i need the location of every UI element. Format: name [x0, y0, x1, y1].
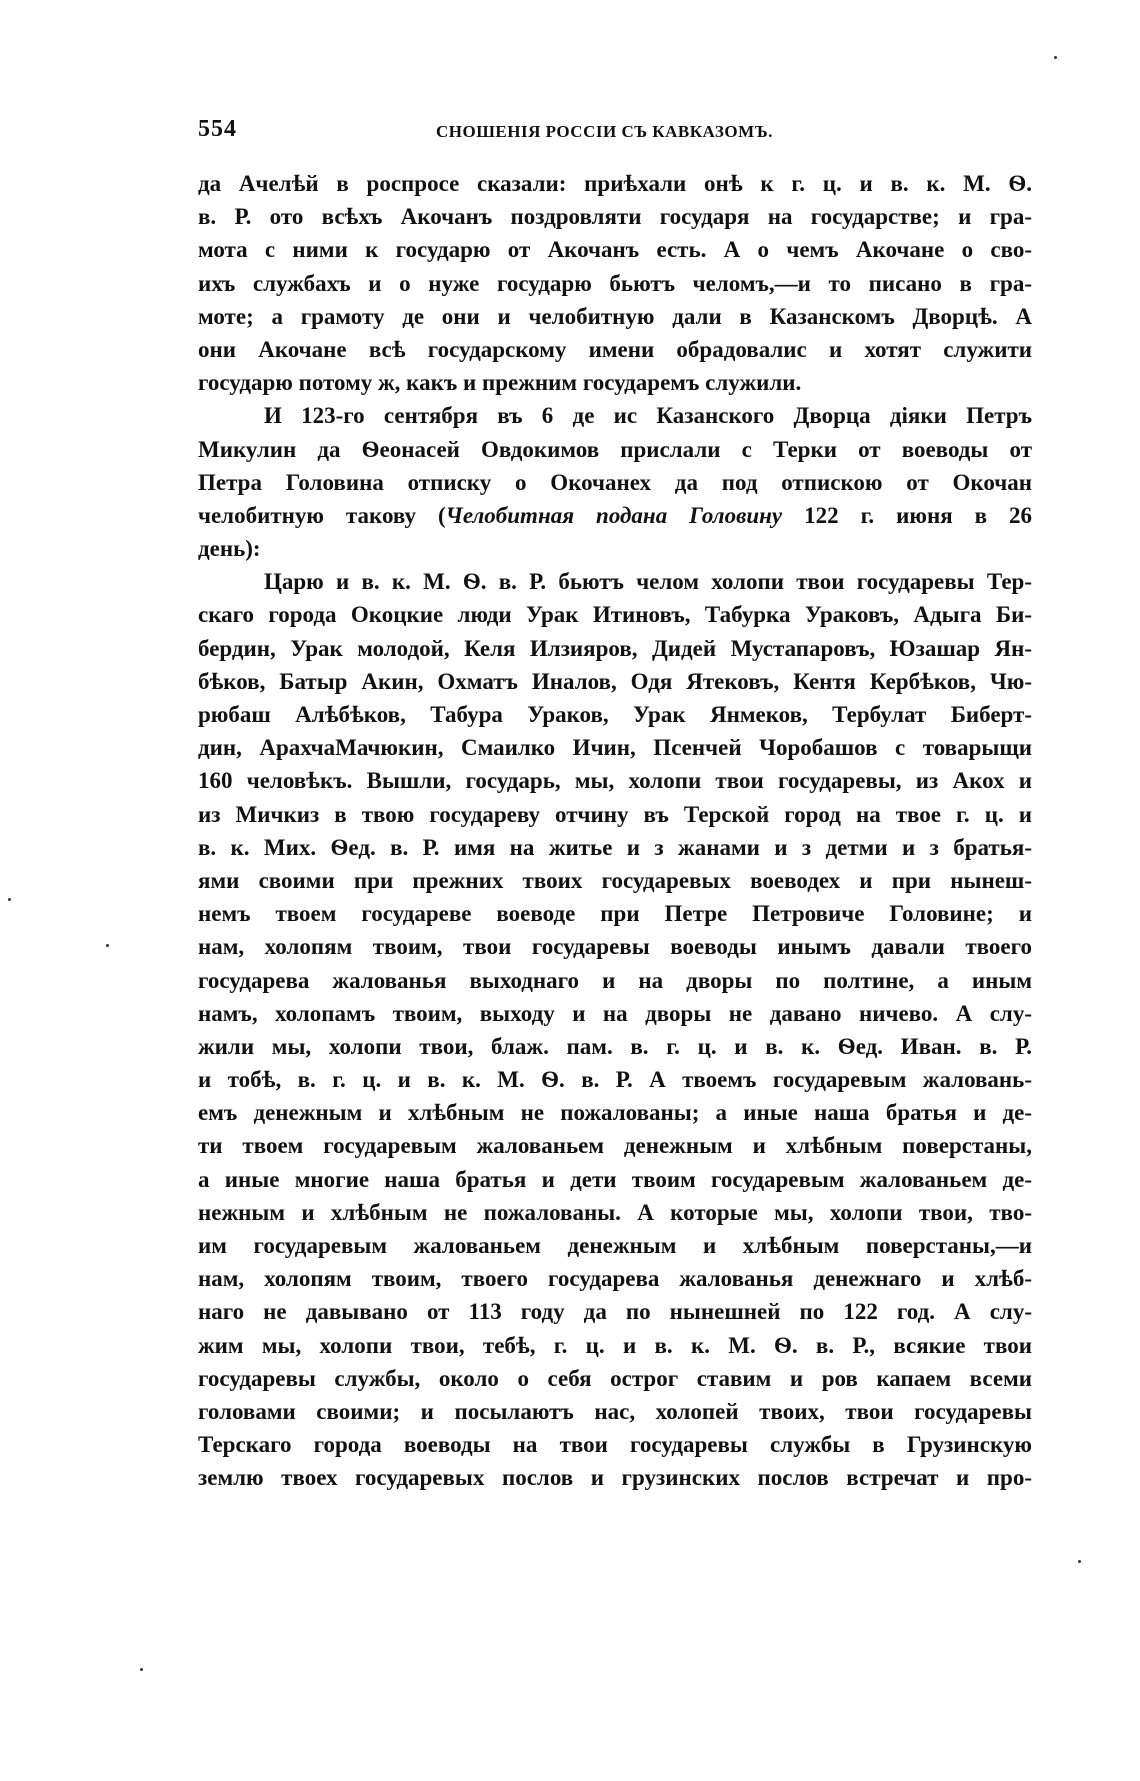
text-line-with-italic [198, 499, 1032, 532]
text-line: Царю и в. к. М. Ѳ. в. Р. бьютъ челом холопи твои государевы Тер- [264, 569, 1032, 595]
text-line: им государевым жалованьем денежным и хлѣбным поверстаны,—и [198, 1233, 1032, 1258]
text-line: и тобѣ, в. г. ц. и в. к. М. Ѳ. в. Р. А твоемъ государевым жаловань- [198, 1067, 1032, 1093]
text-line: скаго города Окоцкие люди Урак Итиновъ, Табурка Ураковъ, Адыга Би- [198, 602, 1032, 628]
text-line: они Акочане всѣ государскому имени обрадовалис и хотят служити [198, 336, 1032, 362]
text-line: намъ, холопамъ твоим, выходу и на дворы не давано ничево. А слу- [198, 1000, 1032, 1026]
scan-speck [1054, 56, 1057, 59]
text-line: ями своими при прежних твоих государевых воеводех и при нынеш- [198, 867, 1032, 893]
text-line: ти твоем государевым жалованьем денежным и хлѣбным поверстаны, [198, 1133, 1032, 1159]
text-line: 160 человѣкъ. Вышли, государь, мы, холопи твои государевы, из Акох и [198, 768, 1032, 794]
text-line: бердин, Урак молодой, Келя Илзияров, Дидей Мустапаровъ, Юзашар Ян- [198, 635, 1032, 661]
text-line: Терскаго города воеводы на твои государевы службы в Грузинскую [198, 1432, 1032, 1458]
text-line: рюбаш Алѣбѣков, Табура Ураков, Урак Янмеков, Тербулат Биберт- [198, 702, 1032, 727]
scan-speck [8, 898, 11, 901]
scan-speck [1078, 1560, 1081, 1563]
text-line: емъ денежным и хлѣбным не пожалованы; а иные наша братья и де- [198, 1100, 1032, 1126]
text-line: ихъ службахъ и о нуже государю бьютъ челомъ,—и то писано в гра- [198, 270, 1032, 296]
text-line: Микулин да Ѳеонасей Овдокимов прислали с Терки от воеводы от [198, 436, 1032, 462]
text-line: жили мы, холопи твои, блаж. пам. в. г. ц. и в. к. Ѳед. Иван. в. Р. [198, 1033, 1032, 1059]
text-line: государева жалованья выходнаго и на дворы по полтине, а иным [198, 967, 1032, 993]
text-line: нам, холопям твоим, твоего государева жалованья денежнаго и хлѣб- [198, 1266, 1032, 1292]
text-segment: 122 г. июня в 26 [782, 502, 1032, 528]
text-line: землю твоех государевых послов и грузинских послов встречат и про- [198, 1465, 1032, 1491]
running-title: СНОШЕНІЯ РОССІИ СЪ КАВКАЗОМЪ. [436, 122, 773, 141]
paragraph-3 [198, 565, 1032, 1494]
text-line: Петра Головина отписку о Окочанех да под отпискою от Окочан [198, 469, 1032, 495]
text-line: да Ачелѣй в роспросе сказали: приѣхали онѣ к г. ц. и в. к. М. Ѳ. [198, 171, 1032, 196]
text-line: наго не давывано от 113 году да по нынешней по 122 год. А слу- [198, 1299, 1032, 1325]
text-line: бѣков, Батыр Акин, Охматъ Иналов, Одя Ятековъ, Кентя Кербѣков, Чю- [198, 668, 1032, 694]
text-line: а иные многие наша братья и дети твоим государевым жалованьем де- [198, 1166, 1032, 1192]
text-line: из Мичкиз в твою государеву отчину въ Терской город на твое г. ц. и [198, 801, 1032, 827]
paragraph-2 [198, 399, 1032, 565]
text-line: нам, холопям твоим, твои государевы воеводы инымъ давали твоего [198, 934, 1032, 960]
text-line: головами своими; и посылаютъ нас, холопей твоих, твои государевы [198, 1398, 1032, 1424]
text-line: моте; а грамоту де они и челобитную дали в Казанскомъ Дворцѣ. А [198, 303, 1032, 329]
text-line: день): [198, 536, 261, 562]
text-line: в. к. Мих. Ѳед. в. Р. имя на житье и з жанами и з детми и з братья- [198, 834, 1032, 860]
scan-speck [140, 1668, 143, 1671]
text-line: дин, АрахчаМачюкин, Смаилко Ичин, Псенчей Чоробашов с товарыщи [198, 735, 1032, 761]
text-line: в. Р. ото всѣхъ Акочанъ поздровляти государя на государстве; и гра- [198, 204, 1032, 230]
scan-speck [106, 944, 109, 947]
text-line: жим мы, холопи твои, тебѣ, г. ц. и в. к. М. Ѳ. в. Р., всякие твои [198, 1332, 1032, 1358]
text-line: И 123-го сентября въ 6 де ис Казанского Дворца діяки Петръ [264, 403, 1032, 429]
page-number: 554 [198, 116, 237, 142]
paragraph-1 [198, 167, 1032, 399]
text-line: государю потому ж, какъ и прежним государемъ служили. [198, 370, 802, 396]
italic-note: Челобитная подана Головину [445, 502, 783, 528]
text-segment: челобитную такову ( [198, 502, 446, 528]
text-line: нежным и хлѣбным не пожалованы. А которые мы, холопи твои, тво- [198, 1199, 1032, 1225]
text-line: немъ твоем государеве воеводе при Петре Петровиче Головине; и [198, 901, 1032, 927]
body-text [198, 167, 1032, 1495]
text-line: государевы службы, около о себя острог ставим и ров капаем всеми [198, 1365, 1032, 1391]
text-line: мота с ними к государю от Акочанъ есть. А о чемъ Акочане о сво- [198, 237, 1032, 263]
page-header [198, 116, 1034, 146]
